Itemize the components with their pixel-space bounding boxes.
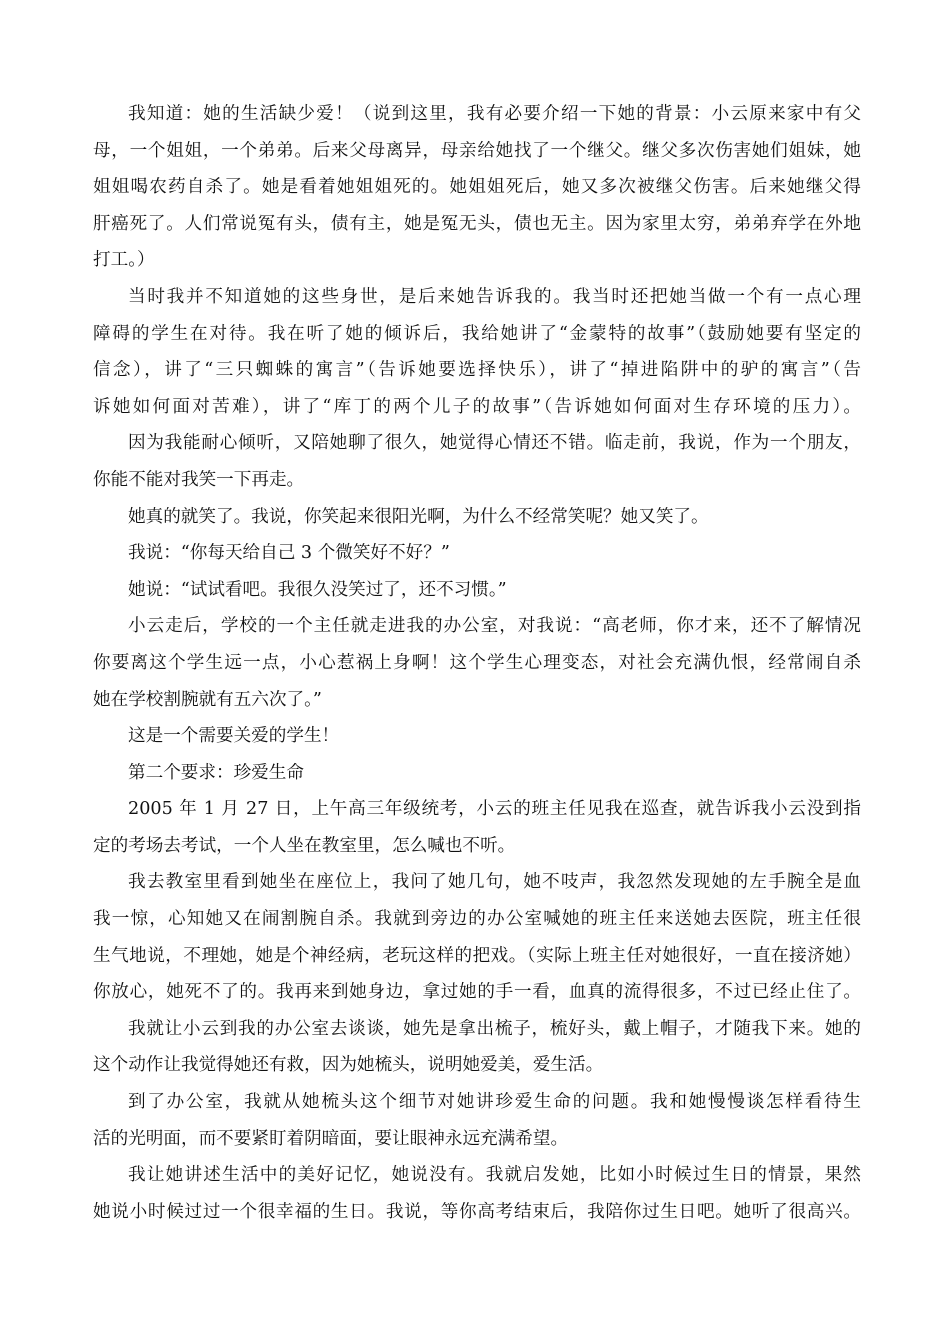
text-line: 你放心，她死不了的。我再来到她身边，拿过她的手一看，血真的流得很多，不过已经止住了。 xyxy=(93,982,861,1003)
text-line: 肝癌死了。人们常说冤有头，债有主，她是冤无头，债也无主。因为家里太穷，弟弟弃学在外地 xyxy=(93,213,861,234)
text-line: 你能不能对我笑一下再走。 xyxy=(93,469,305,490)
text-line: 她说小时候过过一个很幸福的生日。我说，等你高考结束后，我陪你过生日吧。她听了很高兴。 xyxy=(93,1201,861,1222)
text-line: 她真的就笑了。我说，你笑起来很阳光啊，为什么不经常笑呢？她又笑了。 xyxy=(128,506,709,527)
text-line: 这个动作让我觉得她还有救，因为她梳头，说明她爱美，爱生活。 xyxy=(93,1055,604,1076)
text-line: 生气地说，不理她，她是个神经病，老玩这样的把戏。（实际上班主任对她很好，一直在接济她） xyxy=(93,945,861,966)
text-line: 障碍的学生在对待。我在听了她的倾诉后，我给她讲了“金蒙特的故事”（鼓励她要有坚定的 xyxy=(93,323,861,344)
text-line: 你要离这个学生远一点，小心惹祸上身啊！这个学生心理变态，对社会充满仇恨，经常闹自杀 xyxy=(93,652,861,673)
text-line: 我知道：她的生活缺少爱！（说到这里，我有必要介绍一下她的背景：小云原来家中有父 xyxy=(128,104,861,124)
text-line: 我让她讲述生活中的美好记忆，她说没有。我就启发她，比如小时候过生日的情景，果然 xyxy=(128,1165,861,1186)
text-line: 信念），讲了“三只蜘蛛的寓言”（告诉她要选择快乐），讲了“掉进陷阱中的驴的寓言”（告 xyxy=(93,360,861,381)
text-line: 她说：“试试看吧。我很久没笑过了，还不习惯。” xyxy=(128,579,507,600)
text-line: 因为我能耐心倾听，又陪她聊了很久，她觉得心情还不错。临走前，我说，作为一个朋友， xyxy=(128,433,861,454)
text-line: 我一惊，心知她又在闹割腕自杀。我就到旁边的办公室喊她的班主任来送她去医院，班主任很 xyxy=(93,909,861,930)
text-line: 姐姐喝农药自杀了。她是看着她姐姐死的。她姐姐死后，她又多次被继父伤害。后来她继父得 xyxy=(93,177,861,198)
text-line: 我就让小云到我的办公室去谈谈，她先是拿出梳子，梳好头，戴上帽子，才随我下来。她的 xyxy=(128,1018,861,1039)
text-line: 我去教室里看到她坐在座位上，我问了她几句，她不吱声，我忽然发现她的左手腕全是血 xyxy=(128,872,861,893)
text-line: 打工。） xyxy=(93,250,155,271)
text-line: 诉她如何面对苦难），讲了“库丁的两个儿子的故事”（告诉她如何面对生存环境的压力）。 xyxy=(93,396,861,417)
text-line: 她在学校割腕就有五六次了。” xyxy=(93,689,322,710)
section-heading: 第二个要求：珍爱生命 xyxy=(128,762,304,783)
text-line: 母，一个姐姐，一个弟弟。后来父母离异，母亲给她找了一个继父。继父多次伤害她们姐妹，她 xyxy=(93,140,861,161)
text-line: 小云走后，学校的一个主任就走进我的办公室，对我说：“高老师，你才来，还不了解情况 xyxy=(128,616,861,637)
text-line: 定的考场去考试，一个人坐在教室里，怎么喊也不听。 xyxy=(93,835,516,856)
text-line: 活的光明面，而不要紧盯着阴暗面，要让眼神永远充满希望。 xyxy=(93,1128,569,1149)
text-line: 当时我并不知道她的这些身世，是后来她告诉我的。我当时还把她当做一个有一点心理 xyxy=(128,286,861,307)
text-line: 到了办公室，我就从她梳头这个细节对她讲珍爱生命的问题。我和她慢慢谈怎样看待生 xyxy=(128,1092,861,1113)
document-body xyxy=(93,96,861,1230)
text-line: 2005 年 1 月 27 日，上午高三年级统考，小云的班主任见我在巡查，就告诉我小云没到指 xyxy=(128,799,861,820)
text-line: 我说：“你每天给自己 3 个微笑好不好？” xyxy=(128,543,450,564)
text-line: 这是一个需要关爱的学生！ xyxy=(128,726,340,747)
